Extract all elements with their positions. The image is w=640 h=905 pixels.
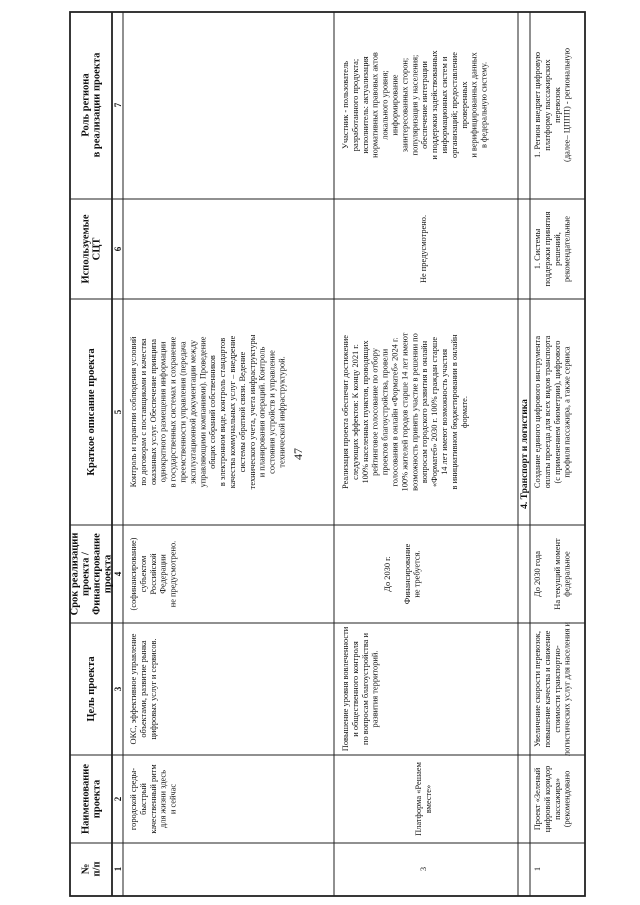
cell-role: и верифицированных данных — [469, 52, 479, 158]
cell-description: 14 лет имеют возможность участия — [440, 349, 449, 475]
cell-technologies: поддержки принятия — [542, 211, 552, 287]
cell-name: вместе» — [423, 784, 433, 814]
cell-description: технической инфраструктурой. — [277, 356, 287, 468]
cell-name: (рекомендовано — [562, 770, 572, 828]
cell-description: формате. — [459, 396, 469, 428]
cell-role: локального уровня; — [380, 70, 390, 140]
cell-term: Российской — [148, 553, 158, 595]
cell-term: субъектом — [138, 555, 148, 593]
header-cell-7: Роль региона — [80, 73, 92, 137]
cell-goal: цифровых услуг и сервисов. — [148, 638, 158, 740]
header-cell-2: Наименование — [80, 764, 92, 834]
cell-role: проверенных — [459, 81, 469, 129]
cell-description: (с применением биометрии), цифрового — [552, 340, 562, 484]
column-number: 5 — [113, 409, 123, 415]
cell-name: и сейчас — [168, 783, 178, 815]
cell-term: До 2030 г. — [383, 556, 392, 592]
cell-role: заинтересованных сторон; — [400, 57, 410, 153]
column-number: 7 — [113, 102, 123, 108]
cell-description: Реализация проекта обеспечит достижение — [341, 335, 350, 489]
header-cell-5: Краткое описание проекта — [86, 348, 97, 476]
cell-term: До 2030 года — [533, 551, 542, 597]
cell-goal: объектами, развитие рынка — [138, 640, 148, 738]
cell-description: и планирования операций. Контроль — [257, 346, 267, 478]
cell-name: быстрый — [138, 783, 148, 815]
page-number: 47 — [291, 448, 305, 460]
cell-term: Финансирование — [402, 543, 412, 605]
cell-role: в федеральную систему. — [479, 61, 489, 149]
cell-description: 100% населенных пунктов, проводящих — [360, 340, 370, 484]
header-cell-1: № — [80, 863, 92, 875]
cell-description: Контроль и гарантии соблюдения условий — [129, 336, 138, 488]
cell-role: платформу пассажирских — [542, 59, 552, 151]
cell-description: 100% жителей городов старше 14 лет имеют — [400, 332, 410, 492]
cell-description: голосования в онлайн «Форматеб» 2024 г. — [390, 337, 400, 487]
column-number: 6 — [113, 246, 123, 252]
cell-role: нормативных правовых актов — [370, 52, 380, 158]
cell-name: пассажира» — [552, 778, 562, 820]
cell-description: Создание единого цифрового инструмента — [533, 335, 542, 489]
cell-description: общих собраний собственников — [208, 355, 218, 469]
cell-goal: и общественного контроля — [350, 641, 360, 737]
cell-goal: логистических услуг для населения и — [562, 621, 572, 757]
header-cell-4: Срок реализации — [69, 532, 81, 616]
cell-technologies: решений, — [552, 232, 562, 266]
cell-role: информирование — [390, 74, 400, 136]
cell-goal: стоимости транспортно- — [552, 645, 562, 733]
cell-role: организаций; предоставление — [449, 52, 459, 158]
cell-role: исполнитель: актуализация — [360, 56, 370, 154]
cell-description: следующих эффектов: К концу 2021 г. — [350, 344, 360, 480]
cell-description: оказанных услуг. Обеспечение принципа — [148, 338, 158, 486]
header-cell-7: в реализации проекта — [91, 52, 103, 158]
cell-name: Платформа «Решаем — [414, 762, 424, 836]
cell-role: информационных систем и — [440, 56, 449, 154]
column-number: 2 — [113, 796, 123, 802]
cell-goal: Повышение уровня вовлеченности — [341, 626, 350, 752]
cell-description: оплаты проезда для всех видов транспорта — [542, 335, 552, 489]
cell-description: в электронном виде, контроль стандартов — [218, 337, 228, 487]
section-title: 4. Транспорт и логистика — [520, 399, 530, 509]
cell-role: популяризация у населения; — [410, 54, 420, 156]
cell-term: Федерации — [158, 554, 168, 594]
cell-technologies: рекомендательные — [562, 215, 572, 283]
cell-role: перевозок — [552, 87, 562, 123]
cell-goal: развития территорий. — [370, 650, 380, 728]
cell-description: эксплуатационной документации между — [188, 339, 198, 485]
cell-term: федеральное — [562, 551, 572, 597]
column-number: 4 — [113, 571, 123, 577]
cell-description: по договорам с поставщиками и качества — [138, 338, 148, 486]
cell-term: На текущий момент — [552, 538, 562, 610]
cell-role: Участник - пользователь — [341, 61, 350, 149]
cell-goal: ОКС, эффективное управление — [129, 633, 138, 745]
cell-description: рейтинговое голосование по отбору — [370, 348, 380, 476]
cell-role: (далее– ЦППП) - региональную — [562, 48, 572, 162]
cell-description: состояния устройств и управление — [267, 350, 277, 474]
cell-name: городской среды- — [129, 767, 138, 831]
cell-description: управляющими компаниями). Проведение — [198, 336, 208, 488]
cell-goal: по вопросам благоустройства и — [360, 633, 370, 745]
header-cell-6: СЦТ — [91, 237, 103, 261]
cell-term: не предусмотрено. — [168, 540, 178, 608]
cell-goal: Увеличение скорости перевозок, — [533, 631, 542, 747]
cell-name: для жизни здесь — [158, 770, 168, 828]
cell-term: (софинансирование) — [129, 537, 138, 611]
cell-description: системы обратной связи. Ведение — [237, 351, 247, 473]
cell-role: обеспечение интеграции — [420, 61, 430, 149]
cell-role: и поддержки задействованных — [430, 50, 440, 160]
cell-description: профиля пассажира, а также сервиса — [562, 346, 572, 478]
cell-num: 1 — [533, 866, 542, 872]
cell-role: 1. Регион внедряет цифровую — [533, 51, 542, 159]
cell-description: преемственности управления (передача — [178, 341, 188, 483]
header-cell-3: Цель проекта — [86, 656, 97, 722]
cell-technologies: Не предусмотрено. — [419, 214, 428, 284]
cell-description: в инициативном бюджетировании в онлайн — [449, 334, 459, 490]
cell-description: «Форматеб» 2030 г. 100% граждан старше — [430, 336, 440, 488]
header-cell-4: проекта / — [80, 552, 92, 596]
cell-role: разработанного продукта; — [350, 58, 360, 152]
cell-description: вопросам городского развития в онлайн — [420, 340, 430, 484]
column-number: 3 — [113, 686, 123, 692]
header-cell-2: проекта — [91, 779, 103, 819]
cell-description: качества коммунальных услуг – внедрение — [228, 335, 237, 489]
cell-description: возможность принять участие в решении по — [410, 333, 420, 491]
cell-description: проектов благоустройства, провели — [380, 348, 390, 476]
cell-name: качественный ритм — [148, 764, 158, 834]
header-cell-4: проекта — [102, 554, 114, 594]
cell-description: однократного размещения информации — [158, 341, 168, 483]
cell-name: цифровой коридор — [542, 765, 552, 833]
cell-goal: повышение качества и снижение — [542, 630, 552, 748]
cell-name: Проект «Зеленый — [533, 767, 542, 831]
cell-description: технического учета, учета инфраструктуры — [247, 334, 257, 490]
header-cell-6: Используемые — [80, 214, 92, 284]
cell-num: 3 — [419, 866, 428, 872]
cell-description: в государственных системах и сохранение — [168, 336, 178, 488]
cell-term: не требуется. — [412, 550, 422, 598]
cell-technologies: 1. Системы — [533, 228, 542, 270]
header-cell-4: Финансирование — [91, 533, 103, 615]
column-number: 1 — [113, 866, 123, 872]
header-cell-1: п/п — [91, 861, 103, 877]
